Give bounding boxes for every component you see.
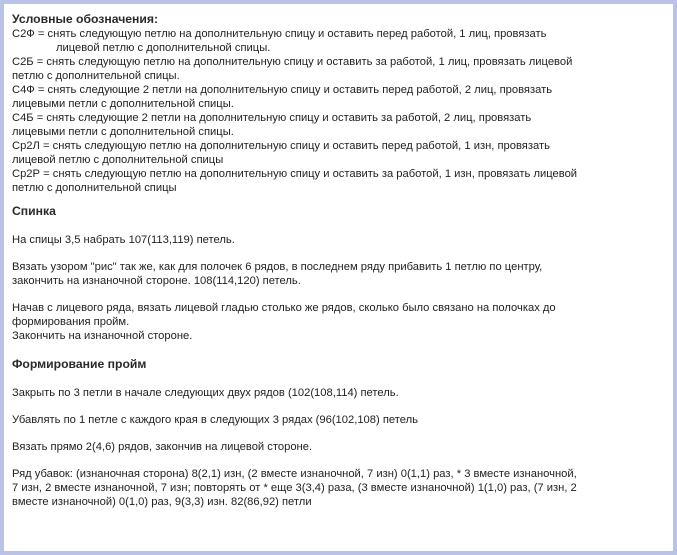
legend-item-c2b — [12, 55, 665, 83]
back-section-title: Спинка — [12, 204, 56, 218]
legend-item-c4b-line1: С4Б = снять следующие 2 петли на дополнительную спицу и оставить за работой, 2 лиц, провязать — [12, 112, 532, 124]
legend-item-c4f-line2: лицевыми петли с дополнительной спицы. — [12, 98, 234, 110]
back-stockinette-line2: формирования пройм. — [12, 316, 130, 328]
legend-item-cr2l-line1: Ср2Л = снять следующую петлю на дополнительную спицу и оставить перед работой, 1 изн, провязать — [12, 140, 550, 152]
legend-list — [12, 27, 665, 195]
armholes-section-title: Формирование пройм — [12, 357, 147, 371]
legend-item-cr2r-line1: Ср2Р = снять следующую петлю на дополнительную спицу и оставить за работой, 1 изн, провязать лицевой — [12, 168, 578, 180]
legend-item-cr2l-line2: лицевой петлю с дополнительной спицы — [12, 154, 224, 166]
back-pattern-rows-line2: закончить на изнаночной стороне. 108(114,120) петель. — [12, 275, 301, 287]
back-stockinette-line1: Начав с лицевого ряда, вязать лицевой гладью столько же рядов, сколько было связано на полочках до — [12, 302, 556, 314]
legend-item-c2f — [12, 27, 665, 55]
legend-item-c2f-line1: С2Ф = снять следующую петлю на дополнительную спицу и оставить перед работой, 1 лиц, провязать — [12, 28, 547, 40]
armholes-decrease: Убавлять по 1 петле с каждого края в следующих 3 рядах (96(102,108) петель — [12, 414, 418, 426]
armholes-straight: Вязать прямо 2(4,6) рядов, закончив на лицевой стороне. — [12, 441, 313, 453]
back-cast-on: На спицы 3,5 набрать 107(113,119) петель. — [12, 234, 235, 246]
document-body — [12, 12, 665, 543]
back-pattern-rows — [12, 260, 665, 288]
armholes-decrease-row-line2: 7 изн, 2 вместе изнаночной, 7 изн; повторять от * еще 3(3,4) раза, (3 вместе изнаночной) 1(1,0) раз, (7 изн, 2 — [12, 482, 577, 494]
legend-item-c4b — [12, 111, 665, 139]
legend-item-c4b-line2: лицевыми петли с дополнительной спицы. — [12, 126, 234, 138]
legend-item-c4f-line1: С4Ф = снять следующие 2 петли на дополнительную спицу и оставить перед работой, 2 лиц, провязать — [12, 84, 553, 96]
armholes-decrease-row-line1: Ряд убавок: (изнаночная сторона) 8(2,1) изн, (2 вместе изнаночной, 7 изн) 0(1,1) раз, * 3 вместе изнаночной, — [12, 468, 577, 480]
back-pattern-rows-line1: Вязать узором "рис" так же, как для полочек 6 рядов, в последнем ряду прибавить 1 петлю по центру, — [12, 261, 543, 273]
legend-item-c2b-line1: С2Б = снять следующую петлю на дополнительную спицу и оставить за работой, 1 лиц, провязать лицевой — [12, 56, 573, 68]
legend-item-c2b-line2: петлю с дополнительной спицы. — [12, 70, 180, 82]
armholes-decrease-row-line3: вместе изнаночной) 0(1,0) раз, 9(3,3) изн. 82(86,92) петли — [12, 496, 312, 508]
legend-item-c2f-line2: лицевой петлю с дополнительной спицы. — [56, 42, 271, 54]
back-stockinette-line3: Закончить на изнаночной стороне. — [12, 330, 193, 342]
armholes-decrease-row — [12, 467, 665, 509]
legend-item-cr2r — [12, 167, 665, 195]
legend-item-cr2l — [12, 139, 665, 167]
legend-item-cr2r-line2: петлю с дополнительной спицы — [12, 182, 177, 194]
legend-item-c4f — [12, 83, 665, 111]
back-stockinette — [12, 301, 665, 343]
legend-title: Условные обозначения: — [12, 12, 159, 26]
armholes-bind-off: Закрыть по 3 петли в начале следующих двух рядов (102(108,114) петель. — [12, 387, 399, 399]
